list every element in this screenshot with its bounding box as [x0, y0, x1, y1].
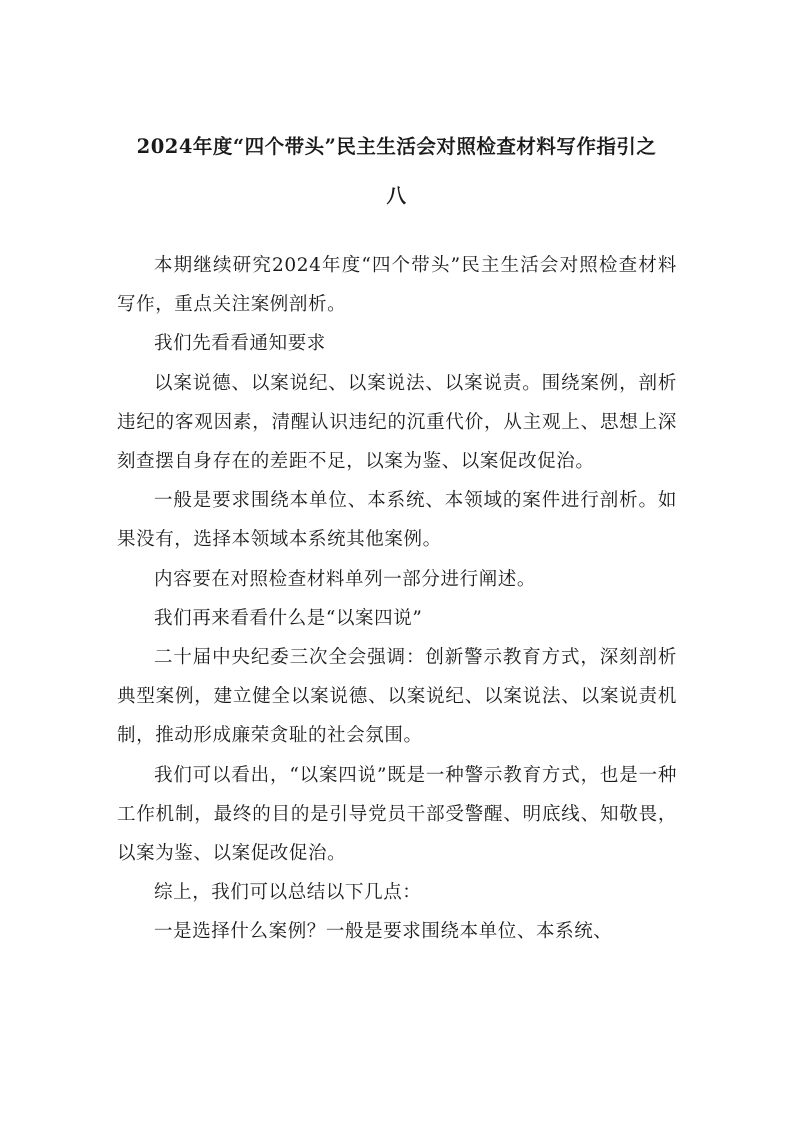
- paragraph: 二十届中央纪委三次全会强调：创新警示教育方式，深刻剖析典型案例，建立健全以案说德、以案说纪、以案说法、以案说责机制，推动形成廉荣贪耻的社会氛围。: [117, 647, 677, 747]
- paragraph: 我们再来看看什么是“以案四说”: [154, 607, 423, 629]
- paragraph: 我们先看看通知要求: [154, 333, 326, 355]
- paragraph: 内容要在对照检查材料单列一部分进行阐述。: [154, 568, 537, 590]
- document-body: [117, 246, 677, 952]
- paragraph: 本期继续研究2024年度“四个带头”民主生活会对照检查材料写作，重点关注案例剖析。: [117, 255, 677, 316]
- document-title-line-2: 八: [386, 184, 407, 207]
- paragraph: 综上，我们可以总结以下几点：: [154, 882, 422, 904]
- paragraph: 以案说德、以案说纪、以案说法、以案说责。围绕案例，剖析违纪的客观因素，清醒认识违纪的沉重代价，从主观上、思想上深刻查摆自身存在的差距不足，以案为鉴、以案促改促治。: [117, 372, 677, 473]
- paragraph: 一般是要求围绕本单位、本系统、本领域的案件进行剖析。如果没有，选择本领域本系统其他案例。: [117, 490, 677, 551]
- paragraph: 我们可以看出，“以案四说”既是一种警示教育方式，也是一种工作机制，最终的目的是引导党员干部受警醒、明底线、知敬畏，以案为鉴、以案促改促治。: [117, 764, 677, 865]
- paragraph: 一是选择什么案例？一般是要求围绕本单位、本系统、: [154, 921, 613, 943]
- document-title-line-1: 2024年度“四个带头”民主生活会对照检查材料写作指引之: [136, 135, 657, 158]
